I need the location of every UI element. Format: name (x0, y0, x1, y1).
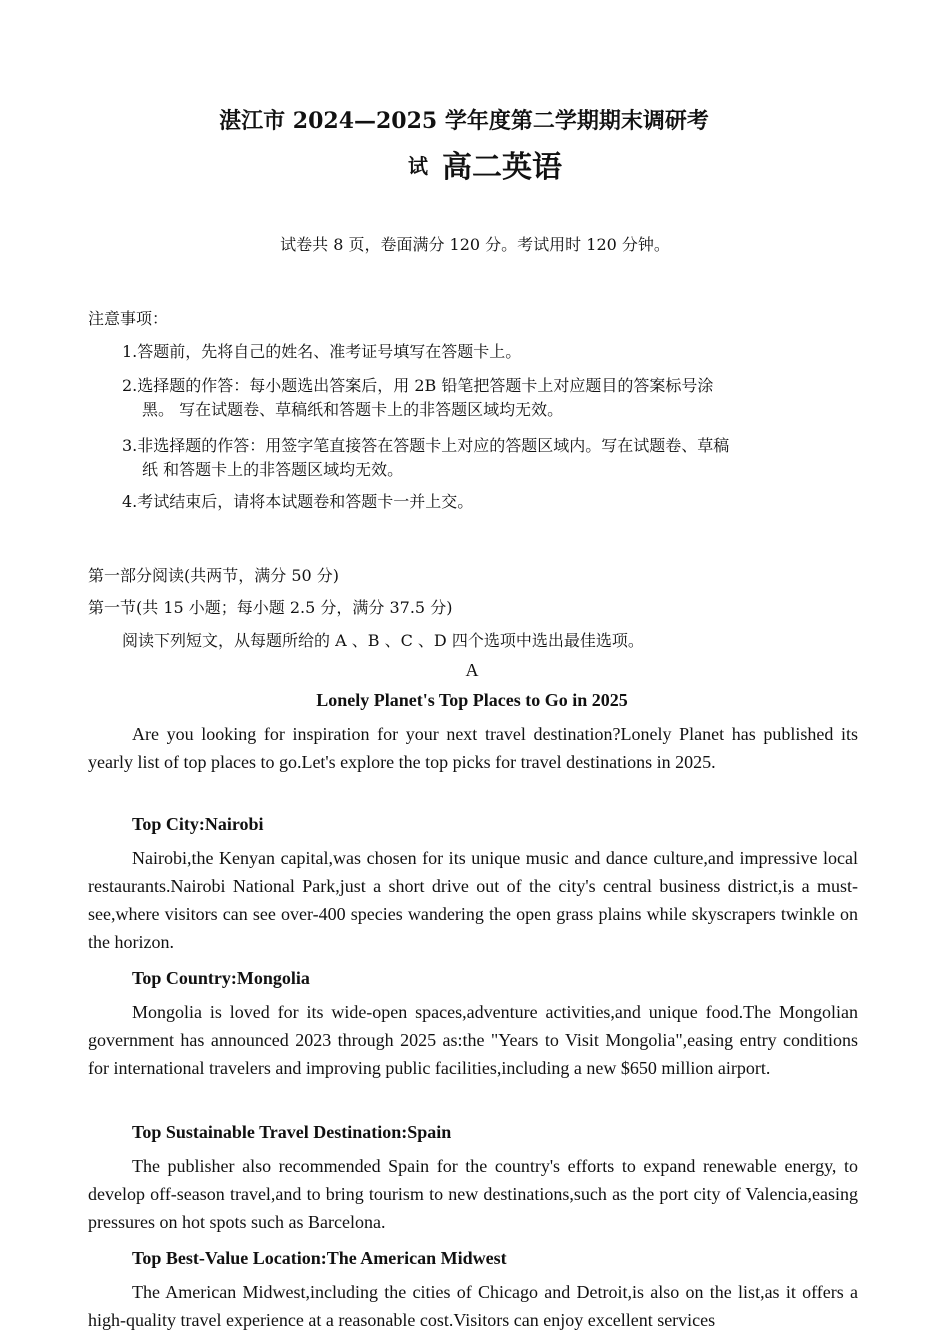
section-heading-sustainable: Top Sustainable Travel Destination:Spain (132, 1122, 452, 1142)
passage-letter: A (465, 660, 479, 680)
note-item-4 (122, 490, 852, 514)
passage-intro: Are you looking for inspiration for your next travel destination?Lonely Planet has published its yearly list of top places to go.Let's explore the top picks for travel destinations in 2025. (88, 724, 858, 772)
reading-instruction: 阅读下列短文，从每题所给的 A 、B 、C 、D 四个选项中选出最佳选项。 (122, 631, 644, 650)
section-text-sustainable: The publisher also recommended Spain for the country's efforts to expand renewable energy, to develop off-season travel,and to bring tourism to new destinations,such as the port city of Valencia,easing pressures on hot spots such as Barcelona. (88, 1156, 858, 1232)
section-text-best-value: The American Midwest,including the cities of Chicago and Detroit,is also on the list,as it offers a high-quality travel experience at a reasonable cost.Visitors can enjoy excellent services (88, 1282, 858, 1330)
note-line-continued: 黑。 写在试题卷、草稿纸和答题卡上的非答题区域均无效。 (142, 400, 564, 419)
section-heading-best-value: Top Best-Value Location:The American Midwest (132, 1248, 507, 1268)
note-line-continued: 纸 和答题卡上的非答题区域均无效。 (142, 460, 404, 479)
exam-title-line1: 湛江市 2024—2025 学年度第二学期期末调研考 (219, 108, 709, 134)
exam-title-suffix: 试 (408, 154, 428, 178)
subject-title: 高二英语 (442, 150, 562, 185)
exam-info: 试卷共 8 页，卷面满分 120 分。考试用时 120 分钟。 (280, 235, 670, 254)
passage-title: Lonely Planet's Top Places to Go in 2025 (316, 690, 628, 710)
note-item-1 (122, 340, 852, 364)
notes-heading: 注意事项： (88, 309, 169, 328)
section-text-country: Mongolia is loved for its wide-open spaces,adventure activities,and unique food.The Mongolian government has announced 2023 through 2025 as:the "Years to Visit Mongolia",easing entry conditions for international travelers and improving public facilities,including a new $650 million airport. (88, 1002, 858, 1078)
note-item-3 (122, 434, 852, 482)
note-line: 4.考试结束后，请将本试题卷和答题卡一并上交。 (122, 492, 474, 511)
section-heading-city: Top City:Nairobi (132, 814, 264, 834)
note-line: 2.选择题的作答：每小题选出答案后，用 2B 铅笔把答题卡上对应题目的答案标号涂 (122, 376, 714, 395)
note-item-2 (122, 374, 852, 422)
part1-heading: 第一部分阅读(共两节，满分 50 分) (88, 566, 340, 585)
section-text-city: Nairobi,the Kenyan capital,was chosen for its unique music and dance culture,and impressive local restaurants.Nairobi National Park,just a short drive out of the city's central business district,is a must-see,where visitors can see over-400 species wandering the open grass plains while skyscrapers twinkle on the horizon. (88, 848, 858, 952)
exam-title-line2 (408, 142, 562, 186)
section-heading-country: Top Country:Mongolia (132, 968, 310, 988)
note-line: 1.答题前，先将自己的姓名、准考证号填写在答题卡上。 (122, 342, 522, 361)
section1-heading: 第一节(共 15 小题；每小题 2.5 分，满分 37.5 分) (88, 598, 453, 617)
note-line: 3.非选择题的作答：用签字笔直接答在答题卡上对应的答题区域内。写在试题卷、草稿 (122, 436, 730, 455)
